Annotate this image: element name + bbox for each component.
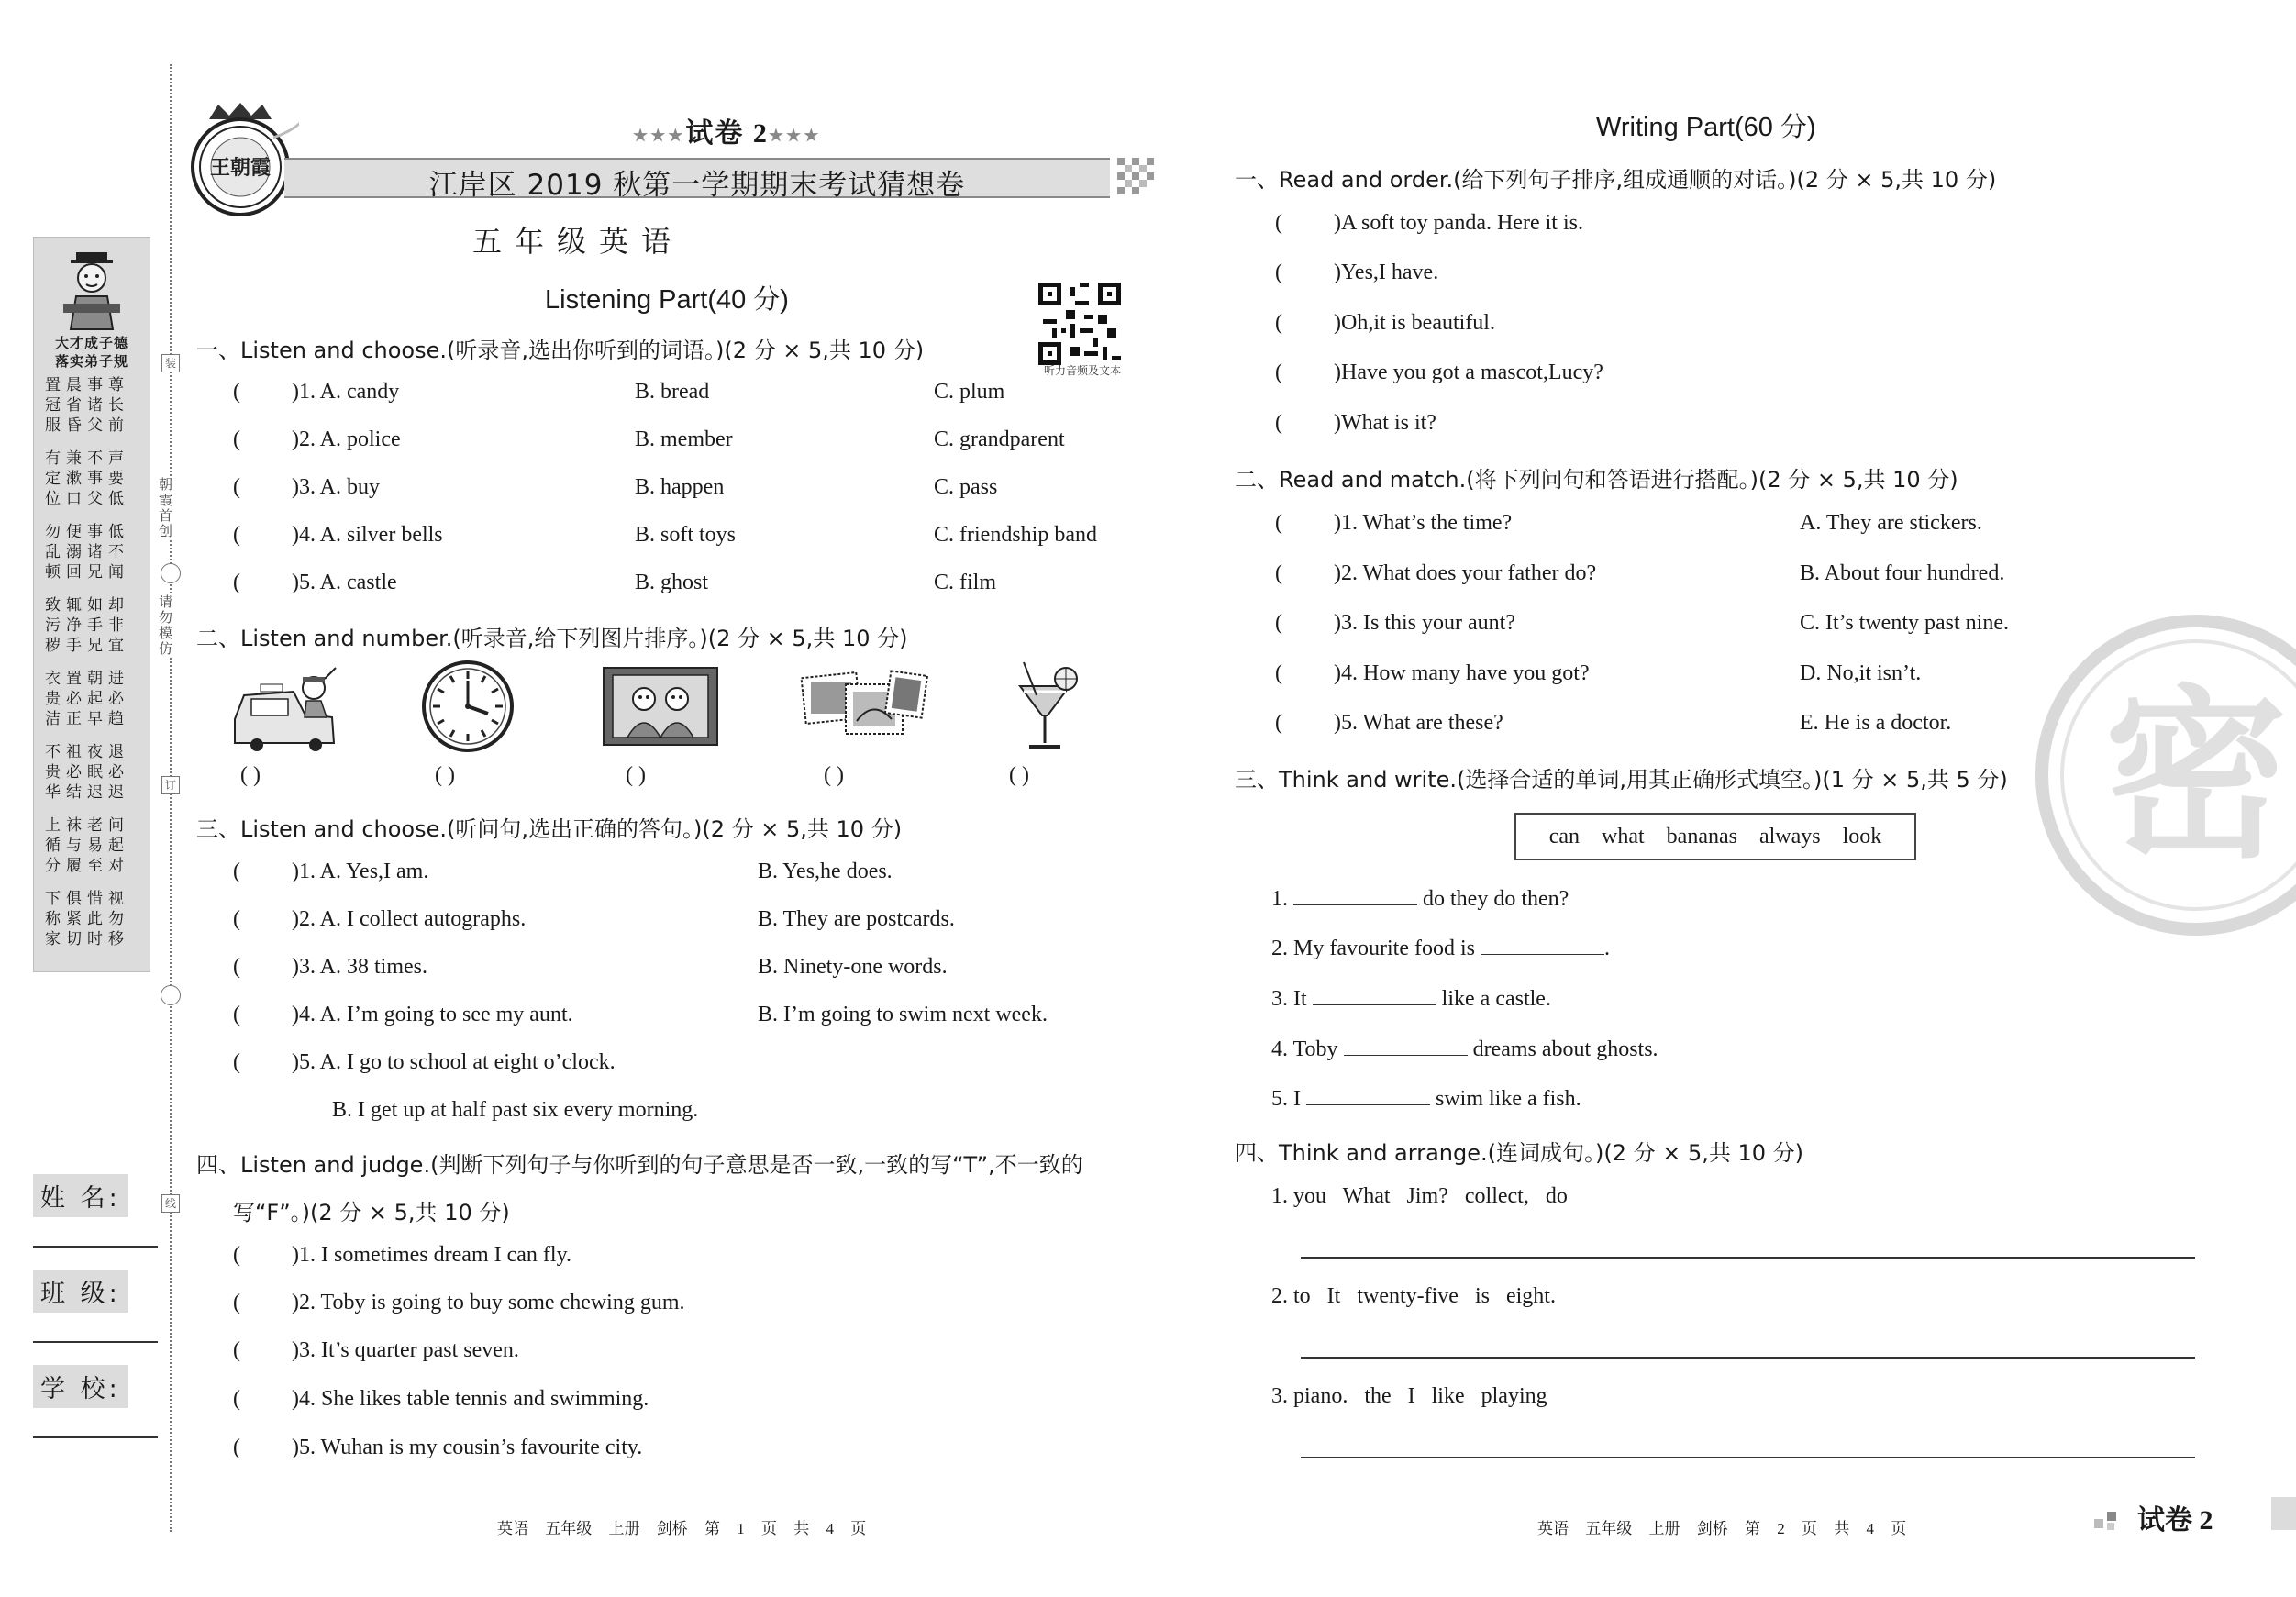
class-field[interactable] <box>33 1270 161 1313</box>
binding-hole-icon <box>161 563 181 583</box>
match-row[interactable]: ( )3. Is this your aunt? <box>1275 611 1515 635</box>
answer-line[interactable] <box>1301 1357 2195 1359</box>
rule-row: 贵必眠必 <box>45 763 129 781</box>
option-c[interactable]: C. friendship band <box>934 523 1097 547</box>
question-row[interactable]: ( )1. A. candy <box>233 380 400 404</box>
option-b[interactable]: B. bread <box>635 380 710 404</box>
rule-row: 衣置朝进 <box>45 670 129 687</box>
binding-hole-icon <box>161 985 181 1005</box>
rule-row: 乱溺诸不 <box>45 543 129 560</box>
question-row[interactable]: ( )5. A. I go to school at eight o’clock. <box>233 1050 616 1074</box>
rule-row: 有兼不声 <box>45 449 129 467</box>
writing-part-title: Writing Part(60 分) <box>1596 113 1816 142</box>
motto-panel <box>33 237 150 972</box>
exam-title: 江岸区 2019 秋第一学期期末考试猜想卷 <box>428 169 966 202</box>
option-b[interactable]: B. They are postcards. <box>758 907 955 931</box>
subject-title: 五年级英语 <box>471 224 683 259</box>
class-label: 班 级: <box>33 1270 128 1313</box>
writing-section-1-heading: 一、Read and order.(给下列句子排序,组成通顺的对话。)(2 分 × 5,共 10 分) <box>1235 167 1997 193</box>
picture-answer-bracket[interactable]: ( ) <box>626 763 646 787</box>
school-input-line[interactable] <box>33 1436 158 1438</box>
framed-photo-picture <box>602 666 719 747</box>
match-answer: D. No,it isn’t. <box>1800 661 1922 685</box>
rules-block <box>45 375 140 949</box>
match-answer: B. About four hundred. <box>1800 561 2005 585</box>
rule-row: 致辄如却 <box>45 596 129 614</box>
match-answer: E. He is a doctor. <box>1800 711 1952 735</box>
blank-input[interactable] <box>1481 934 1604 955</box>
blank-input[interactable] <box>1313 984 1436 1005</box>
corner-series-tag: 试卷 2 <box>2137 1505 2213 1536</box>
rule-row: 家切时移 <box>45 930 129 948</box>
option-b[interactable]: B. happen <box>635 475 725 499</box>
judge-row[interactable]: ( )5. Wuhan is my cousin’s favourite city. <box>233 1436 643 1459</box>
fill-blank-row: 5. I swim like a fish. <box>1271 1084 1581 1112</box>
name-input-line[interactable] <box>33 1246 158 1248</box>
listening-section-1-heading: 一、Listen and choose.(听录音,选出你听到的词语。)(2 分 × 5,共 10 分) <box>196 338 925 363</box>
clock-picture <box>420 659 516 754</box>
order-row[interactable]: ( )Have you got a mascot,Lucy? <box>1275 360 1603 384</box>
listening-section-3-heading: 三、Listen and choose.(听问句,选出正确的答句。)(2 分 × 5,共 10 分) <box>196 816 903 842</box>
listening-section-2-heading: 二、Listen and number.(听录音,给下列图片排序。)(2 分 × 5,共 10 分) <box>196 626 908 651</box>
binding-dotted-line <box>170 64 172 1532</box>
option-c[interactable]: C. grandparent <box>934 427 1065 451</box>
match-row[interactable]: ( )5. What are these? <box>1275 711 1503 735</box>
rule-row: 顿回兄闻 <box>45 563 129 581</box>
option-c[interactable]: C. film <box>934 571 997 594</box>
question-row[interactable]: ( )2. A. police <box>233 427 401 451</box>
question-row[interactable]: ( )2. A. I collect autographs. <box>233 907 527 931</box>
blank-input[interactable] <box>1344 1035 1468 1056</box>
binding-mark-ding: 订 <box>161 776 180 794</box>
qr-caption: 听力音频及文本 <box>1043 364 1121 377</box>
option-b[interactable]: B. I get up at half past six every morning. <box>332 1098 699 1122</box>
rule-row: 贵必起必 <box>45 690 129 707</box>
listening-section-4-heading: 四、Listen and judge.(判断下列句子与你听到的句子意思是否一致,一致的写“T”,不一致的 <box>196 1152 1083 1178</box>
qr-code-icon[interactable] <box>1038 283 1121 365</box>
rule-row: 华结迟迟 <box>45 783 129 801</box>
picture-answer-bracket[interactable]: ( ) <box>824 763 844 787</box>
rule-row: 不祖夜退 <box>45 743 129 760</box>
school-label: 学 校: <box>33 1365 128 1408</box>
taxi-driver-picture <box>229 664 339 752</box>
rule-row: 冠省诸长 <box>45 396 129 414</box>
judge-row[interactable]: ( )4. She likes table tennis and swimming. <box>233 1387 649 1411</box>
blank-input[interactable] <box>1293 884 1417 905</box>
series-label: 试卷 2 <box>685 118 769 149</box>
arrange-words-row: 1. you What Jim? collect, do <box>1271 1184 1568 1208</box>
corner-squares-icon <box>2094 1504 2131 1532</box>
name-field[interactable] <box>33 1174 161 1217</box>
rule-row: 勿便事低 <box>45 523 129 540</box>
svg-text:密: 密 <box>2103 670 2289 883</box>
answer-line[interactable] <box>1301 1457 2195 1458</box>
order-row[interactable]: ( )A soft toy panda. Here it is. <box>1275 211 1583 235</box>
binding-note-1: 朝霞首创 <box>156 477 174 539</box>
blank-input[interactable] <box>1306 1084 1430 1105</box>
order-row[interactable]: ( )What is it? <box>1275 411 1436 435</box>
rule-row: 污净手非 <box>45 616 129 634</box>
rule-row: 称紧此勿 <box>45 910 129 927</box>
motto-line-2: 落实弟子规 <box>54 355 128 370</box>
footer-right: 英语 五年级 上册 剑桥 第 2 页 共 4 页 <box>1537 1520 1907 1537</box>
writing-section-2-heading: 二、Read and match.(将下列问句和答语进行搭配。)(2 分 × 5,共 10 分) <box>1235 467 1958 493</box>
rule-row: 秽手兄宜 <box>45 637 129 654</box>
binding-mark-xian: 线 <box>161 1194 180 1213</box>
option-b[interactable]: B. Ninety-one words. <box>758 955 948 979</box>
rule-row: 服昏父前 <box>45 416 129 434</box>
match-row[interactable]: ( )4. How many have you got? <box>1275 661 1590 685</box>
match-answer: A. They are stickers. <box>1800 511 1982 535</box>
match-row[interactable]: ( )2. What does your father do? <box>1275 561 1597 585</box>
fill-blank-row: 3. It like a castle. <box>1271 984 1551 1012</box>
footer-left: 英语 五年级 上册 剑桥 第 1 页 共 4 页 <box>497 1520 867 1537</box>
match-row[interactable]: ( )1. What’s the time? <box>1275 511 1513 535</box>
question-row[interactable]: ( )4. A. silver bells <box>233 523 443 547</box>
rule-row: 分履至对 <box>45 857 129 874</box>
question-row[interactable]: ( )3. A. buy <box>233 475 380 499</box>
exam-series-tag: ★★★试卷 2★★★ <box>633 118 822 149</box>
arrange-words-row: 2. to It twenty-five is eight. <box>1271 1284 1556 1308</box>
motto-line-1: 大才成子德 <box>54 337 128 351</box>
option-b[interactable]: B. I’m going to swim next week. <box>758 1003 1048 1026</box>
question-row[interactable]: ( )3. A. 38 times. <box>233 955 427 979</box>
listening-section-4-heading-cont: 写“F”。)(2 分 × 5,共 10 分) <box>233 1200 510 1225</box>
postcards-picture <box>800 666 928 749</box>
arrange-words-row: 3. piano. the I like playing <box>1271 1384 1547 1408</box>
option-c[interactable]: C. pass <box>934 475 998 499</box>
brand-seal-logo <box>182 101 299 218</box>
judge-row[interactable]: ( )3. It’s quarter past seven. <box>233 1338 519 1362</box>
picture-answer-bracket[interactable]: ( ) <box>240 763 261 787</box>
exam-title-banner <box>284 158 1110 202</box>
rule-row: 洁正早趋 <box>45 710 129 727</box>
option-b[interactable]: B. member <box>635 427 733 451</box>
svg-text:王朝霞: 王朝霞 <box>209 156 272 180</box>
question-row[interactable]: ( )5. A. castle <box>233 571 397 594</box>
rule-row: 位口父低 <box>45 490 129 507</box>
option-b[interactable]: B. ghost <box>635 571 709 594</box>
question-row[interactable]: ( )1. A. Yes,I am. <box>233 859 429 883</box>
writing-section-3-heading: 三、Think and write.(选择合适的单词,用其正确形式填空。)(1 分 × 5,共 5 分) <box>1235 767 2008 793</box>
fill-blank-row: 2. My favourite food is . <box>1271 934 1610 961</box>
option-b[interactable]: B. Yes,he does. <box>758 859 893 883</box>
picture-answer-bracket[interactable]: ( ) <box>435 763 455 787</box>
word-bank-box: can what bananas always look <box>1514 813 1916 860</box>
name-label: 姓 名: <box>33 1174 128 1217</box>
rule-row: 循与易起 <box>45 837 129 854</box>
judge-row[interactable]: ( )2. Toby is going to buy some chewing gum. <box>233 1291 685 1314</box>
judge-row[interactable]: ( )1. I sometimes dream I can fly. <box>233 1243 572 1267</box>
checker-decoration-icon <box>1117 158 1154 194</box>
binding-note-2: 请勿模仿 <box>156 594 174 657</box>
answer-line[interactable] <box>1301 1257 2195 1259</box>
listening-part-title: Listening Part(40 分) <box>545 285 789 315</box>
class-input-line[interactable] <box>33 1341 158 1343</box>
scholar-figure-icon <box>58 249 126 331</box>
order-row[interactable]: ( )Yes,I have. <box>1275 261 1439 284</box>
match-answer: C. It’s twenty past nine. <box>1800 611 2009 635</box>
order-row[interactable]: ( )Oh,it is beautiful. <box>1275 311 1495 335</box>
cocktail-picture <box>1009 659 1082 754</box>
fill-blank-row: 1. do they do then? <box>1271 884 1569 912</box>
confidential-stamp-watermark <box>2022 610 2296 940</box>
rule-row: 置晨事尊 <box>45 376 129 394</box>
picture-answer-bracket[interactable]: ( ) <box>1009 763 1029 787</box>
option-c[interactable]: C. plum <box>934 380 1005 404</box>
question-row[interactable]: ( )4. A. I’m going to see my aunt. <box>233 1003 573 1026</box>
rule-row: 定漱事要 <box>45 470 129 487</box>
rule-row: 上袜老问 <box>45 816 129 834</box>
fill-blank-row: 4. Toby dreams about ghosts. <box>1271 1035 1658 1062</box>
writing-section-4-heading: 四、Think and arrange.(连词成句。)(2 分 × 5,共 10 分) <box>1235 1140 1804 1166</box>
binding-mark-zhuang: 装 <box>161 354 180 372</box>
corner-gray-tab <box>2271 1497 2296 1530</box>
school-field[interactable] <box>33 1365 161 1408</box>
option-b[interactable]: B. soft toys <box>635 523 737 547</box>
rule-row: 下俱惜视 <box>45 890 129 907</box>
